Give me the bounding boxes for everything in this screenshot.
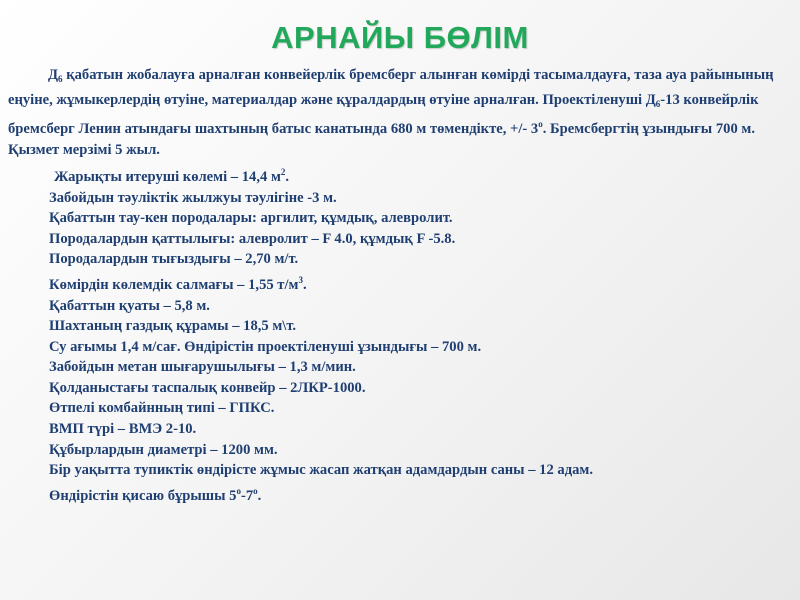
param-item: Породалардын тығыздығы – 2,70 м/т. [49, 251, 299, 268]
intro-subscript-1: 6 [58, 74, 63, 84]
param-item: Қолданыстағы таспалық конвейр – 2ЛКР-1000. [49, 379, 366, 396]
param-item: Забойдын метан шығарушылығы – 1,3 м/мин. [49, 359, 356, 376]
intro-part-2: қабатын жобалауға арналған конвейерлік бремсберг алынған көмірді тасымалдауға, таза ауа райынының еңуіне, жұмыкерлердің өтуіне, материалдар және құралдардың өтуіне арналған. Проектіленуші Д [8, 67, 774, 108]
intro-part-4: . Бремсбергтің ұзындығы 700 м. Қызмет мерзімі 5 жыл. [8, 121, 755, 158]
param-item: ВМП түрі – ВМЭ 2-10. [49, 421, 197, 438]
intro-part-1: Д [48, 67, 59, 83]
param-item: Қабаттын қуаты – 5,8 м. [49, 297, 210, 314]
param-item: Өндірістін қисаю бұрышы $5^о-7^о$. [49, 485, 262, 504]
param-item: Құбырлардын диаметрі – 1200 мм. [49, 441, 278, 458]
param-item: Көмірдін көлемдік салмағы – 1,55 $т/м^3$. [49, 275, 307, 293]
param-item: Забойдын тәуліктік жылжуы тәулігіне -3 м. [49, 189, 337, 206]
intro-paragraph [8, 65, 792, 160]
intro-subscript-2: 6 [655, 98, 661, 109]
param-item: Шахтаның газдық құрамы – 18,5 м\т. [49, 318, 297, 335]
intro-part-3: -13 конвейрлік бремсберг Ленин атындағы шахтының батыс канатында 680 м төмендікте, +/- 3 [8, 91, 759, 138]
slide-title: АРНАЙЫ БӨЛІМ [271, 20, 529, 55]
param-item: Өтпелі комбайнның типі – ГПКС. [49, 400, 275, 417]
param-item: Су ағымы 1,4 м/сағ. Өндірістін проектіленуші ұзындығы – 700 м. [49, 338, 482, 355]
param-item: Жарықты итеруші көлемі – 14,4 $м^2$. [54, 167, 290, 186]
param-item: Породалардын қаттылығы: алевролит – F 4.0, құмдық F -5.8. [49, 230, 456, 247]
intro-superscript: о [538, 119, 543, 130]
param-item: Қабаттын тау-кен породалары: аргилит, құмдық, алевролит. [49, 210, 453, 227]
slide-body [8, 65, 792, 506]
param-item: Бір уақытта тупиктік өндірісте жұмыс жасап жатқан адамдардын саны – 12 адам. [49, 462, 593, 479]
